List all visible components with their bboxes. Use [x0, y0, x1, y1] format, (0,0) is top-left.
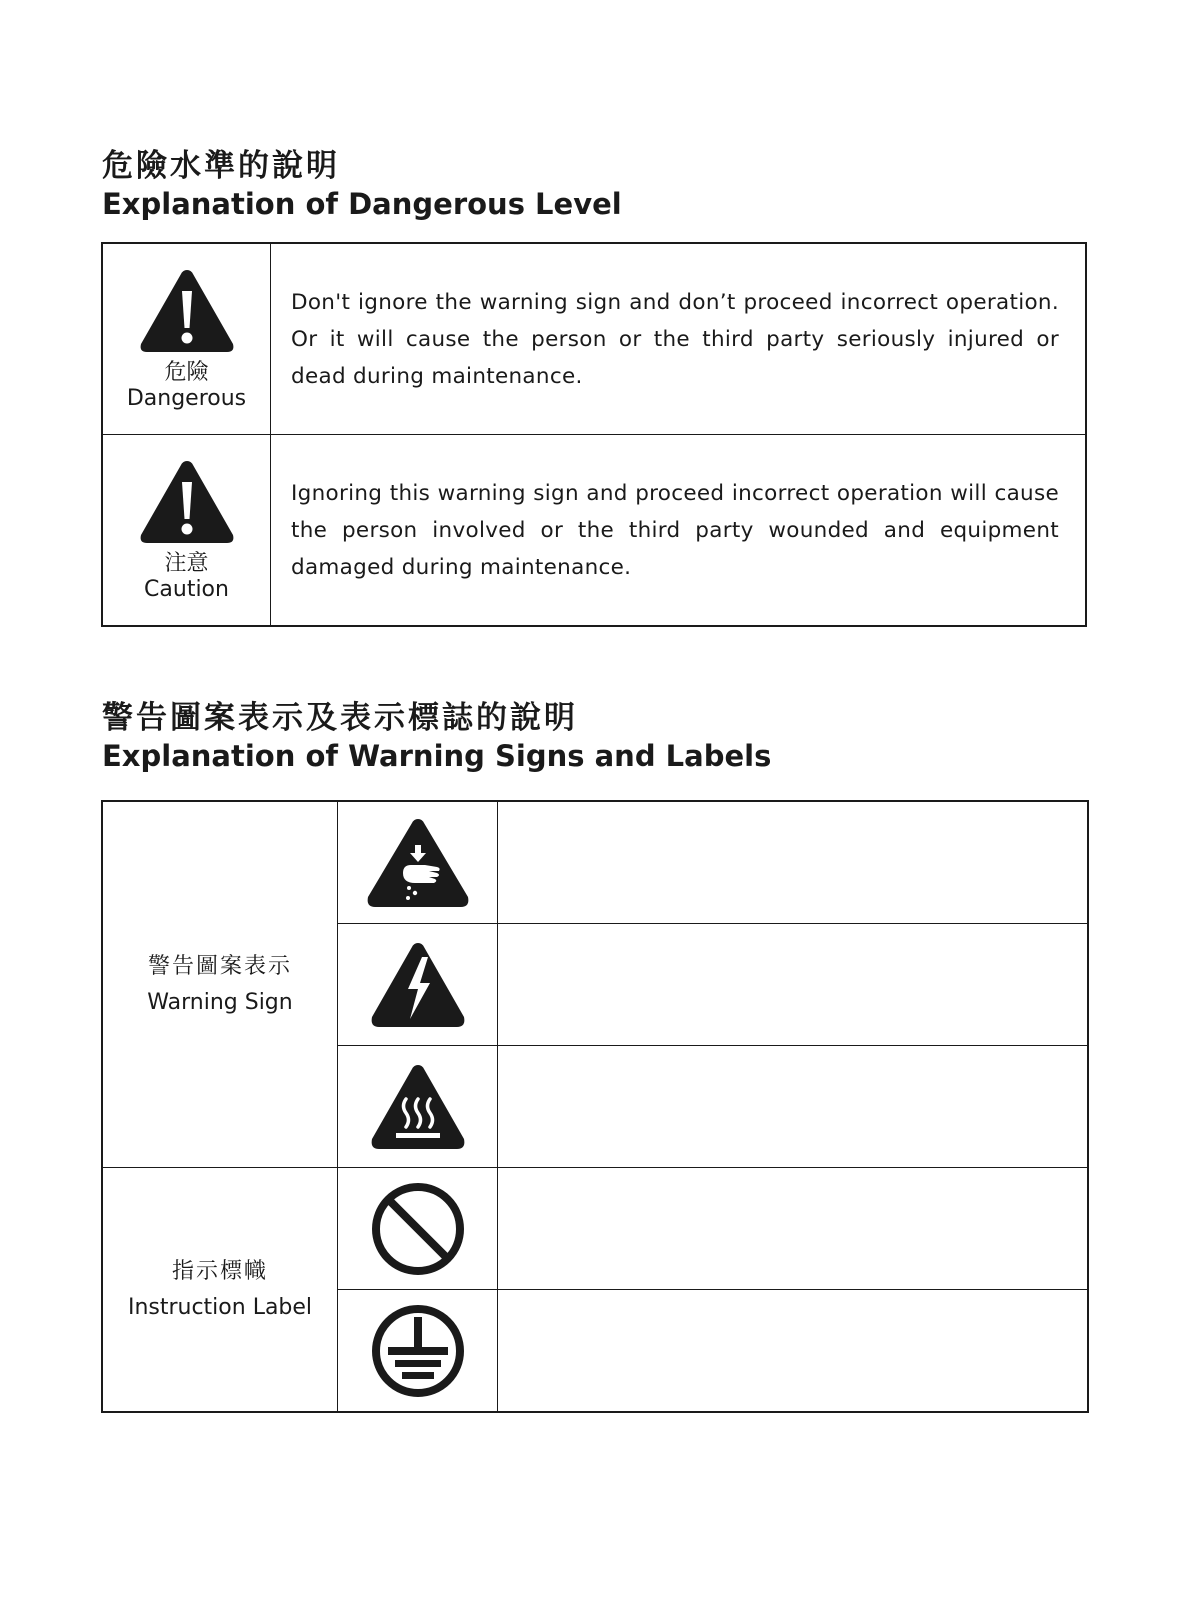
dangerous-label-zh: 危險: [164, 360, 209, 385]
description-cell: [498, 924, 1089, 1046]
caution-symbol-cell: [102, 435, 271, 627]
hand-crush-warning-icon: [363, 815, 473, 911]
icon-cell: [338, 924, 498, 1046]
icon-cell: [338, 1290, 498, 1413]
description-cell: [498, 801, 1089, 924]
description-cell: [498, 1168, 1089, 1290]
hot-surface-warning-icon: [368, 1061, 468, 1153]
table-row: [102, 801, 1088, 924]
dangerous-description: Don't ignore the warning sign and don’t proceed incorrect operation. Or it will cause the person or the third party seriously injured or dead during maintenance.: [271, 243, 1087, 435]
warning-sign-label-en: Warning Sign: [147, 989, 293, 1015]
prohibition-icon: [370, 1181, 466, 1277]
table-row-caution: [102, 435, 1086, 627]
section-dangerous-level-title-zh: 危險水準的說明: [102, 148, 340, 184]
warning-sign-label-zh: 警告圖案表示: [147, 953, 292, 979]
caution-label-en: Caution: [144, 577, 229, 602]
exclamation-warning-icon: [138, 266, 236, 356]
ground-earth-icon: [370, 1303, 466, 1399]
instruction-label-category: [102, 1168, 338, 1413]
table-row: [102, 1168, 1088, 1290]
section-warning-signs-heading: [102, 700, 771, 774]
dangerous-level-table: [101, 242, 1087, 627]
table-row-dangerous: [102, 243, 1086, 435]
description-cell: [498, 1046, 1089, 1168]
icon-cell: [338, 1046, 498, 1168]
dangerous-label-en: Dangerous: [126, 386, 247, 411]
section-dangerous-level-title-en: Explanation of Dangerous Level: [102, 187, 622, 222]
caution-description: Ignoring this warning sign and proceed incorrect operation will cause the person involved or the third party wounded and equipment damaged during maintenance.: [271, 435, 1087, 627]
electric-shock-warning-icon: [368, 939, 468, 1031]
instruction-label-label-zh: 指示標幟: [171, 1258, 268, 1284]
dangerous-symbol-cell: [102, 243, 271, 435]
icon-cell: [338, 801, 498, 924]
section-warning-signs-title-en: Explanation of Warning Signs and Labels: [102, 739, 772, 774]
instruction-label-label-en: Instruction Label: [127, 1294, 313, 1320]
icon-cell: [338, 1168, 498, 1290]
warning-signs-table: [101, 800, 1089, 1413]
caution-label-zh: 注意: [164, 551, 209, 576]
section-warning-signs-title-zh: 警告圖案表示及表示標誌的說明: [102, 700, 578, 736]
warning-sign-category: [102, 801, 338, 1168]
description-cell: [498, 1290, 1089, 1413]
section-dangerous-level-heading: [102, 148, 622, 222]
exclamation-warning-icon: [138, 457, 236, 547]
